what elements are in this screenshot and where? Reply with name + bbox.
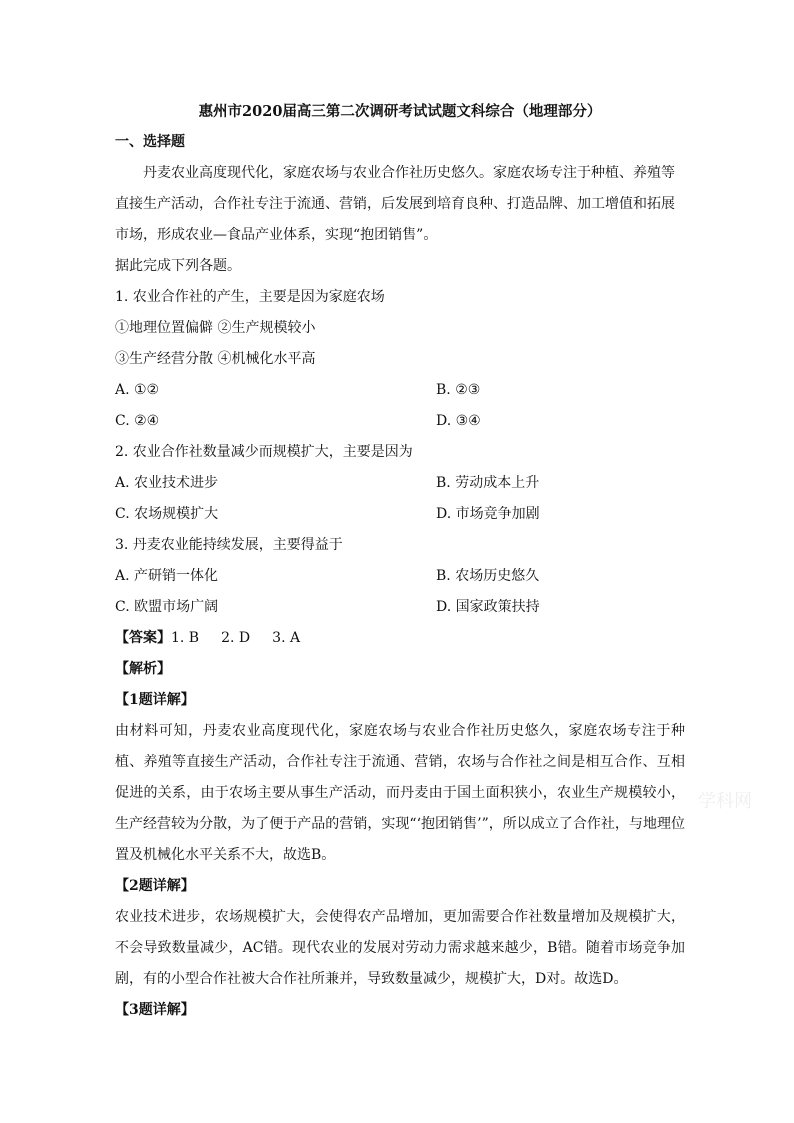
question-statement: ③生产经营分散 ④机械化水平高 <box>115 351 316 367</box>
explanation-text: 由材料可知，丹麦农业高度现代化，家庭农场与农业合作社历史悠久，家庭农场专注于种植、养殖等直接生产活动，合作社专注于流通、营销，农场与合作社之间是相互合作、互相促进的关系，由于农场主要从事生产活动，而丹麦由于国土面积狭小，农业生产规模较小，生产经营较为分散，为了便于产品的营销，实现“‘抱团销售’”，所以成立了合作社，与地理位置及机械化水平关系不大，故选B。 <box>115 723 685 863</box>
page-title: 惠州市2020届高三第二次调研考试试题文科综合（地理部分） <box>198 103 602 120</box>
option-row <box>115 375 685 406</box>
question-statement: ①地理位置偏僻 ②生产规模较小 <box>115 320 316 336</box>
explanation-heading: 【3题详解】 <box>115 1002 195 1018</box>
passage-line: 丹麦农业高度现代化，家庭农场与农业合作社历史悠久。家庭农场专注于种植、养殖等 <box>143 165 675 181</box>
option-b: B. ②③ <box>436 382 481 398</box>
question-stem: 3. 丹麦农业能持续发展，主要得益于 <box>115 537 343 553</box>
option-d: D. ③④ <box>436 413 481 429</box>
explanation-heading: 【2题详解】 <box>115 878 195 894</box>
option-a: A. ①② <box>115 382 160 398</box>
explanation-text: 农业技术进步，农场规模扩大，会使得农产品增加，更加需要合作社数量增加及规模扩大，不会导致数量减少，AC错。现代农业的发展对劳动力需求越来越少，B错。随着市场竞争加剧，有的小型合作社被大合作社所兼并，导致数量减少，规模扩大，D对。故选D。 <box>115 909 685 987</box>
question-stem: 2. 农业合作社数量减少而规模扩大，主要是因为 <box>115 444 413 460</box>
passage-line: 直接生产活动，合作社专注于流通、营销，后发展到培育良种、打造品牌、加工增值和拓展 <box>115 196 675 212</box>
watermark: 学科网 <box>698 791 752 812</box>
option-c: C. 农场规模扩大 <box>115 506 219 522</box>
option-c: C. 欧盟市场广阔 <box>115 599 219 615</box>
passage-line: 市场，形成农业—食品产业体系，实现“抱团销售”。 <box>115 227 438 243</box>
option-a: A. 农业技术进步 <box>115 475 219 491</box>
option-row <box>115 406 685 437</box>
document-content <box>115 101 685 1026</box>
question-2 <box>115 437 685 530</box>
option-b: B. 劳动成本上升 <box>436 475 540 491</box>
option-a: A. 产研销一体化 <box>115 568 219 584</box>
passage <box>115 158 685 251</box>
answer-line <box>115 623 685 654</box>
answer-key: 3. A <box>272 630 301 646</box>
answer-label: 【答案】 <box>115 630 171 646</box>
option-d: D. 市场竞争加剧 <box>436 506 540 522</box>
analysis-label: 【解析】 <box>115 661 171 677</box>
option-b: B. 农场历史悠久 <box>436 568 540 584</box>
option-row <box>115 592 685 623</box>
option-c: C. ②④ <box>115 413 160 429</box>
instruction: 据此完成下列各题。 <box>115 258 241 274</box>
answer-key: 2. D <box>221 630 251 646</box>
explanation-heading: 【1题详解】 <box>115 692 195 708</box>
option-row <box>115 499 685 530</box>
question-stem: 1. 农业合作社的产生，主要是因为家庭农场 <box>115 289 385 305</box>
option-row <box>115 561 685 592</box>
option-d: D. 国家政策扶持 <box>436 599 540 615</box>
question-3 <box>115 530 685 623</box>
option-row <box>115 468 685 499</box>
section-heading: 一、选择题 <box>115 134 185 150</box>
question-1 <box>115 282 685 437</box>
answer-key: 1. B <box>171 630 200 646</box>
